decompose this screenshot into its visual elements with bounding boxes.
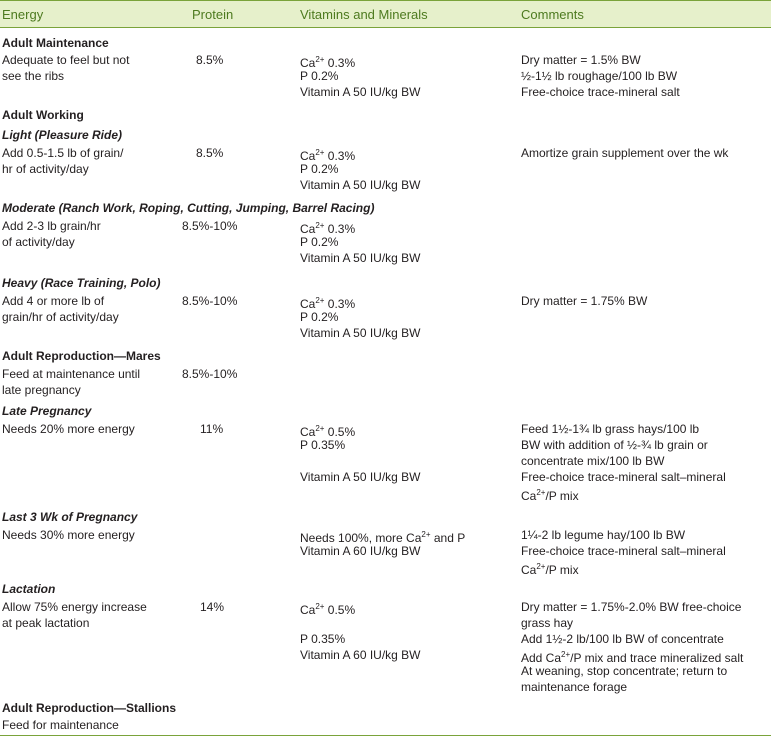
vitamin-line: Needs 100%, more $Ca^{2+}$ and P — [300, 530, 466, 545]
comment-line: Free-choice trace-mineral salt — [521, 85, 680, 99]
vitamin-line: $Ca^{2+}$ 0.3% — [300, 55, 356, 70]
vitamin-line: $Ca^{2+}$ 0.5% — [300, 602, 356, 617]
comment-line: grass hay — [521, 616, 574, 630]
energy-line: of activity/day — [2, 235, 75, 249]
comment-line: $Ca^{2+}/P$ mix — [521, 562, 579, 577]
energy-cell — [2, 52, 129, 84]
energy-line: Allow 75% energy increase — [2, 600, 147, 614]
comment-line: At weaning, stop concentrate; return to — [521, 664, 728, 678]
protein-cell: 8.5% — [196, 146, 224, 160]
protein-cell: 8.5% — [196, 53, 224, 67]
energy-line: Add 2-3 lb grain/hr — [2, 219, 101, 233]
vitamin-line: Vitamin A 60 IU/kg BW — [300, 544, 421, 558]
protein-cell: 8.5%-10% — [182, 219, 238, 233]
comment-line: Free-choice trace-mineral salt–mineral — [521, 544, 726, 558]
protein-cell: 11% — [200, 422, 224, 436]
comments-cell — [521, 145, 728, 161]
table-header — [0, 0, 771, 28]
energy-line: Add 4 or more lb of — [2, 294, 105, 308]
protein-cell: 8.5%-10% — [182, 294, 238, 308]
energy-cell — [2, 599, 147, 631]
vitamin-line: $Ca^{2+}$ 0.3% — [300, 296, 356, 311]
vitamin-line: P 0.35% — [300, 632, 346, 646]
vitamins-cell — [300, 527, 465, 559]
vitamin-line: P 0.2% — [300, 162, 339, 176]
energy-line: at peak lactation — [2, 616, 90, 630]
energy-line: grain/hr of activity/day — [2, 310, 119, 324]
comment-line: BW with addition of ½-¾ lb grain or — [521, 438, 708, 452]
vitamin-line: Vitamin A 50 IU/kg BW — [300, 85, 421, 99]
comment-line: Add 1½-2 lb/100 lb BW of concentrate — [521, 632, 724, 646]
energy-cell — [2, 527, 135, 543]
section-adult-maintenance: Adult Maintenance — [2, 36, 109, 50]
subsection-light: Light (Pleasure Ride) — [2, 128, 123, 142]
vitamin-line: Vitamin A 50 IU/kg BW — [300, 326, 421, 340]
vitamin-line: Vitamin A 50 IU/kg BW — [300, 251, 421, 265]
vitamins-cell — [300, 421, 421, 485]
energy-cell — [2, 717, 119, 733]
subsection-moderate: Moderate (Ranch Work, Roping, Cutting, Jumping, Barrel Racing) — [2, 201, 375, 215]
vitamin-line: $Ca^{2+}$ 0.5% — [300, 424, 356, 439]
energy-cell — [2, 366, 140, 398]
vitamin-line: $Ca^{2+}$ 0.3% — [300, 148, 356, 163]
subsection-late-pregnancy: Late Pregnancy — [2, 404, 92, 418]
row-spacer — [300, 453, 421, 469]
comment-line: Dry matter = 1.75% BW — [521, 294, 648, 308]
vitamin-line: P 0.35% — [300, 438, 346, 452]
vitamins-cell — [300, 599, 421, 663]
comment-line: Feed 1½-1¾ lb grass hays/100 lb — [521, 422, 700, 436]
comments-cell — [521, 599, 743, 695]
energy-cell — [2, 218, 101, 250]
energy-line: Needs 20% more energy — [2, 422, 135, 436]
comment-line: Amortize grain supplement over the wk — [521, 146, 729, 160]
bottom-rule — [0, 735, 771, 736]
comment-line: Free-choice trace-mineral salt–mineral — [521, 470, 726, 484]
vitamins-cell — [300, 145, 421, 193]
energy-line: Feed at maintenance until — [2, 367, 141, 381]
energy-cell — [2, 293, 119, 325]
energy-line: see the ribs — [2, 69, 65, 83]
comment-line: maintenance forage — [521, 680, 628, 694]
header-comments: Comments — [521, 7, 584, 22]
vitamin-line: Vitamin A 50 IU/kg BW — [300, 470, 421, 484]
header-vitamins: Vitamins and Minerals — [300, 7, 428, 22]
comment-line: ½-1½ lb roughage/100 lb BW — [521, 69, 678, 83]
vitamin-line: P 0.2% — [300, 235, 339, 249]
vitamin-line: P 0.2% — [300, 69, 339, 83]
vitamins-cell — [300, 218, 421, 266]
vitamin-line: Vitamin A 50 IU/kg BW — [300, 178, 421, 192]
vitamin-line: $Ca^{2+}$ 0.3% — [300, 221, 356, 236]
comment-line: 1¼-2 lb legume hay/100 lb BW — [521, 528, 686, 542]
protein-cell: 14% — [200, 600, 225, 614]
energy-line: Add 0.5-1.5 lb of grain/ — [2, 146, 124, 160]
comments-cell — [521, 421, 726, 501]
vitamins-cell — [300, 293, 421, 341]
energy-cell — [2, 421, 135, 437]
comments-cell — [521, 293, 647, 309]
vitamin-line: Vitamin A 60 IU/kg BW — [300, 648, 421, 662]
comment-line: $Ca^{2+}/P$ mix — [521, 488, 579, 503]
section-stallions: Adult Reproduction—Stallions — [2, 701, 176, 715]
subsection-last-3-wk: Last 3 Wk of Pregnancy — [2, 510, 138, 524]
energy-line: Adequate to feel but not — [2, 53, 130, 67]
header-protein: Protein — [192, 7, 234, 22]
vitamin-line: P 0.2% — [300, 310, 339, 324]
comments-cell — [521, 52, 680, 100]
energy-cell — [2, 145, 123, 177]
vitamins-cell — [300, 52, 421, 100]
section-adult-working: Adult Working — [2, 108, 84, 122]
section-mares: Adult Reproduction—Mares — [2, 349, 161, 363]
energy-line: Needs 30% more energy — [2, 528, 135, 542]
comment-line: Dry matter = 1.5% BW — [521, 53, 641, 67]
row-spacer — [300, 615, 421, 631]
comment-line: Dry matter = 1.75%-2.0% BW free-choice — [521, 600, 742, 614]
energy-line: late pregnancy — [2, 383, 81, 397]
protein-cell: 8.5%-10% — [182, 367, 238, 381]
comment-line: Add $Ca^{2+}/P$ mix and trace mineralized salt — [521, 650, 744, 665]
energy-line: Feed for maintenance — [2, 718, 119, 732]
comments-cell — [521, 527, 726, 575]
header-energy: Energy — [2, 7, 44, 22]
comment-line: concentrate mix/100 lb BW — [521, 454, 665, 468]
subsection-heavy: Heavy (Race Training, Polo) — [2, 276, 161, 290]
energy-line: hr of activity/day — [2, 162, 89, 176]
subsection-lactation: Lactation — [2, 582, 56, 596]
